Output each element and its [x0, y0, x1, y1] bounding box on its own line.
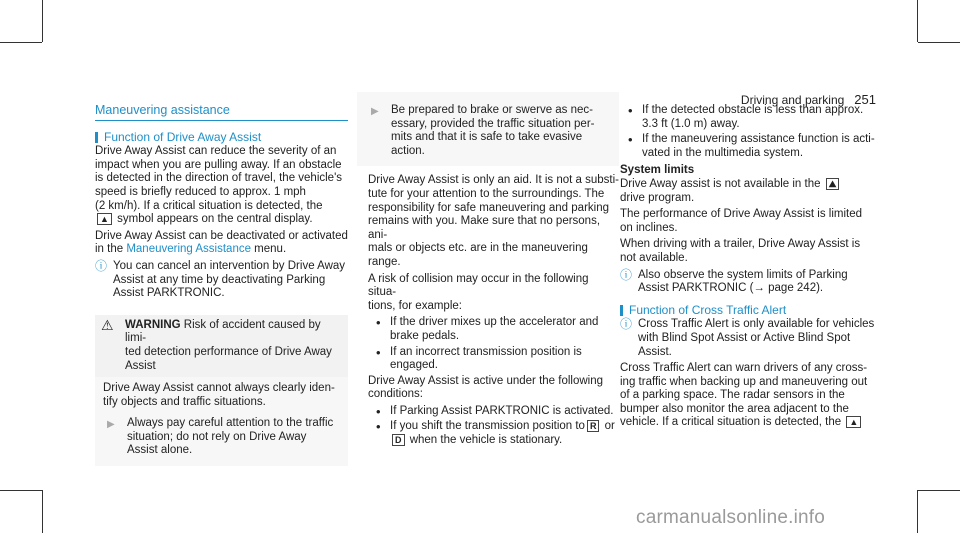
warning-triangle-icon: ⚠ — [101, 316, 114, 333]
section-title: Maneuvering assistance — [95, 104, 348, 121]
paragraph-aid: Drive Away Assist is only an aid. It is not a substi- tute for your attention to the surroundings. The responsibility for safe maneuvering and parking remains with you. Make sure that no persons, ani- mals or objects etc. are in the maneuvering range. — [368, 174, 619, 268]
list-item: • If the maneuvering assistance function is acti- vated in the multimedia system. — [628, 132, 875, 159]
vehicle-warning-icon: ▲ — [97, 213, 112, 225]
page-number: 251 — [854, 92, 876, 107]
info-note: ⓘ Also observe the system limits of Parking Assist PARKTRONIC (→ page 242). — [620, 267, 848, 295]
list-item: • If you shift the transmission position to R or D when the vehicle is stationary. — [376, 419, 615, 447]
page-reference[interactable]: Assist PARKTRONIC (→ page 242). — [638, 282, 824, 295]
paragraph-conditions: Drive Away Assist is active under the following conditions: — [368, 374, 604, 401]
warning-action-continued: ▶ Be prepared to brake or swerve as nec- essary, provided the traffic situation per- mits and that it is safe to take evasive action. — [371, 104, 595, 157]
list-item: • If an incorrect transmission position is engaged. — [376, 344, 582, 372]
info-icon: ⓘ — [620, 317, 633, 332]
action-arrow-icon: ▶ — [107, 419, 115, 431]
watermark: carmanualsonline.info — [636, 507, 826, 528]
crop-mark — [918, 42, 960, 43]
heading-bar — [95, 132, 98, 143]
paragraph-deactivate: Drive Away Assist can be deactivated or activated in the Maneuvering Assistance menu. — [95, 229, 348, 256]
subheading-cross-traffic — [620, 304, 882, 318]
subheading-drive-away — [95, 131, 348, 145]
paragraph-risk: A risk of collision may occur in the following situa- tions, for example: — [368, 272, 589, 312]
middle-text — [357, 174, 619, 447]
crop-mark — [917, 0, 918, 42]
paragraph-limits-program: Drive Away assist is not available in the ⛰ drive program. — [620, 178, 882, 205]
system-limits-heading: System limits — [620, 164, 695, 177]
crop-mark — [918, 490, 960, 491]
crop-mark — [0, 42, 42, 43]
warning-box — [95, 315, 348, 466]
paragraph-limits-trailer: When driving with a trailer, Drive Away Assist is not available. — [620, 238, 861, 264]
right-column — [620, 104, 882, 433]
gear-d-symbol: D — [392, 434, 405, 446]
subheading-text: Function of Drive Away Assist — [104, 129, 262, 144]
warning-label: WARNING — [125, 318, 181, 331]
list-item: • If the detected obstacle is less than approx. 3.3 ft (1.0 m) away. — [628, 103, 864, 130]
crop-mark — [917, 490, 918, 533]
info-icon: ⓘ — [620, 267, 633, 282]
crop-mark — [0, 490, 42, 491]
crop-mark — [42, 0, 43, 42]
menu-link-maneuvering-assistance[interactable]: Maneuvering Assistance — [126, 243, 251, 256]
info-note: ⓘ You can cancel an intervention by Drive Away Assist at any time by deactivating Parking Assist PARKTRONIC. — [95, 258, 346, 300]
header-section: Driving and parking — [740, 93, 845, 107]
heading-bar — [620, 305, 623, 316]
list-item: • If Parking Assist PARKTRONIC is activated. — [376, 403, 614, 419]
list-item: • If the driver mixes up the accelerator and brake pedals. — [376, 315, 599, 342]
warning-body: Drive Away Assist cannot always clearly iden- tify objects and traffic situations. ▶ Always pay careful attention to the traffic situation; do not rely on Drive Away Assist alone. — [95, 377, 348, 466]
warning-continued-box — [357, 92, 619, 166]
info-note: ⓘ Cross Traffic Alert is only available for vehicles with Blind Spot Assist or Active Blind Spot Assist. — [620, 317, 875, 358]
warning-action: ▶ Always pay careful attention to the traffic situation; do not rely on Drive Away Assist alone. — [107, 417, 334, 457]
warning-header: ⚠ WARNING Risk of accident caused by limi- ted detection performance of Drive Away Assist — [101, 316, 332, 372]
action-arrow-icon: ▶ — [371, 106, 379, 117]
paragraph-cross-traffic: Cross Traffic Alert can warn drivers of any cross- ing traffic when backing up and maneuvering out of a parking space. The radar sensors in the bumper also monitor the area adjacent to the vehicle. If a critical situation is detected, the ▲ — [620, 362, 868, 429]
paragraph-intro: Drive Away Assist can reduce the severity of an impact when you are pulling away. If an obstacle is detected in the direction of travel, the vehicle's speed is briefly reduced to approx. 1 mph (2 km/h). If a critical situation is detected, the ▲ symbol appears on the central display. — [95, 145, 343, 226]
info-icon: ⓘ — [95, 258, 108, 273]
crop-mark — [42, 490, 43, 533]
middle-column — [357, 92, 619, 450]
vehicle-warning-icon: ▲ — [846, 416, 861, 428]
left-column — [95, 104, 348, 466]
gear-r-symbol: R — [587, 420, 600, 432]
paragraph-limits-inclines: The performance of Drive Away Assist is limited on inclines. — [620, 208, 863, 234]
subheading-text: Function of Cross Traffic Alert — [629, 302, 787, 317]
offroad-program-icon: ⛰ — [826, 178, 840, 190]
